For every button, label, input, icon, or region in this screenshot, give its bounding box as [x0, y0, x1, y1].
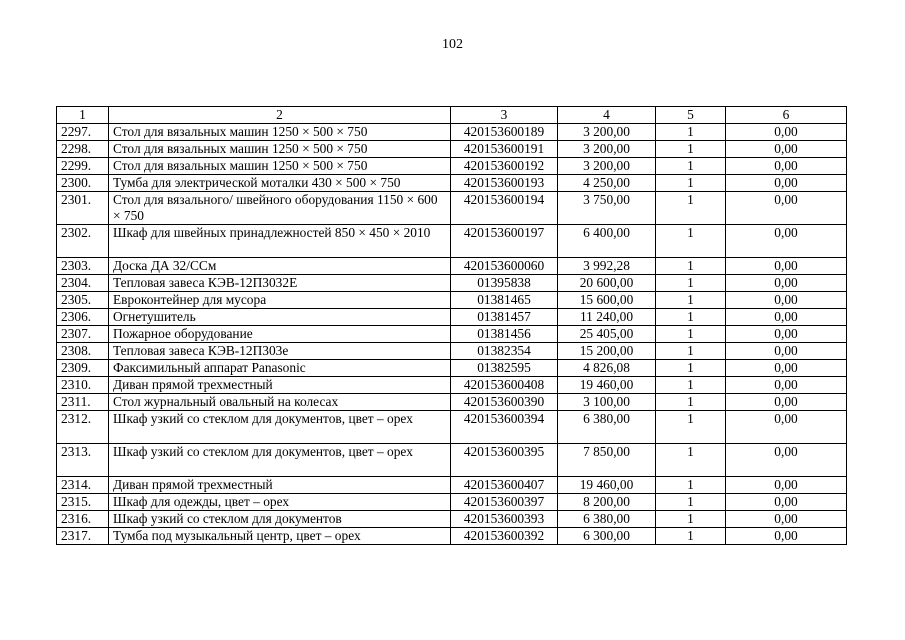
residual-value-cell: 0,00 — [726, 275, 847, 292]
item-name-cell: Стол для вязальных машин 1250 × 500 × 750 — [109, 141, 451, 158]
residual-value-cell: 0,00 — [726, 258, 847, 275]
row-number-cell: 2300. — [57, 175, 109, 192]
item-name-cell: Шкаф для одежды, цвет – орех — [109, 494, 451, 511]
item-name-cell: Огнетушитель — [109, 309, 451, 326]
residual-value-cell: 0,00 — [726, 124, 847, 141]
amount-cell: 3 100,00 — [558, 394, 656, 411]
amount-cell: 15 200,00 — [558, 343, 656, 360]
inventory-code-cell: 420153600393 — [451, 511, 558, 528]
inventory-code-cell: 420153600392 — [451, 528, 558, 545]
row-number-cell: 2301. — [57, 192, 109, 225]
row-number-cell: 2310. — [57, 377, 109, 394]
quantity-cell: 1 — [656, 158, 726, 175]
residual-value-cell: 0,00 — [726, 309, 847, 326]
column-header: 2 — [109, 107, 451, 124]
amount-cell: 4 826,08 — [558, 360, 656, 377]
item-name-cell: Шкаф узкий со стеклом для документов, цвет – орех — [109, 411, 451, 444]
quantity-cell: 1 — [656, 141, 726, 158]
inventory-code-cell: 420153600394 — [451, 411, 558, 444]
table-row — [57, 528, 847, 545]
item-name-cell: Тумба для электрической моталки 430 × 500 × 750 — [109, 175, 451, 192]
table-row — [57, 124, 847, 141]
inventory-code-cell: 420153600060 — [451, 258, 558, 275]
quantity-cell: 1 — [656, 494, 726, 511]
column-header: 5 — [656, 107, 726, 124]
table-row — [57, 494, 847, 511]
amount-cell: 3 200,00 — [558, 158, 656, 175]
inventory-code-cell: 420153600191 — [451, 141, 558, 158]
residual-value-cell: 0,00 — [726, 394, 847, 411]
table-row — [57, 225, 847, 258]
column-header: 4 — [558, 107, 656, 124]
quantity-cell: 1 — [656, 394, 726, 411]
item-name-cell: Факсимильный аппарат Panasonic — [109, 360, 451, 377]
table-row — [57, 411, 847, 444]
quantity-cell: 1 — [656, 309, 726, 326]
row-number-cell: 2306. — [57, 309, 109, 326]
row-number-cell: 2315. — [57, 494, 109, 511]
amount-cell: 15 600,00 — [558, 292, 656, 309]
row-number-cell: 2299. — [57, 158, 109, 175]
amount-cell: 6 380,00 — [558, 511, 656, 528]
inventory-code-cell: 420153600197 — [451, 225, 558, 258]
inventory-code-cell: 420153600395 — [451, 444, 558, 477]
row-number-cell: 2312. — [57, 411, 109, 444]
residual-value-cell: 0,00 — [726, 360, 847, 377]
residual-value-cell: 0,00 — [726, 225, 847, 258]
table-row — [57, 275, 847, 292]
item-name-cell: Стол для вязальных машин 1250 × 500 × 750 — [109, 124, 451, 141]
amount-cell: 3 750,00 — [558, 192, 656, 225]
quantity-cell: 1 — [656, 326, 726, 343]
amount-cell: 4 250,00 — [558, 175, 656, 192]
table-header-row — [57, 107, 847, 124]
table-row — [57, 477, 847, 494]
column-header: 3 — [451, 107, 558, 124]
table-row — [57, 309, 847, 326]
amount-cell: 3 992,28 — [558, 258, 656, 275]
inventory-code-cell: 01381456 — [451, 326, 558, 343]
residual-value-cell: 0,00 — [726, 477, 847, 494]
row-number-cell: 2305. — [57, 292, 109, 309]
item-name-cell: Шкаф узкий со стеклом для документов — [109, 511, 451, 528]
item-name-cell: Стол для вязальных машин 1250 × 500 × 750 — [109, 158, 451, 175]
amount-cell: 3 200,00 — [558, 141, 656, 158]
table-row — [57, 377, 847, 394]
quantity-cell: 1 — [656, 444, 726, 477]
item-name-cell: Тумба под музыкальный центр, цвет – орех — [109, 528, 451, 545]
quantity-cell: 1 — [656, 511, 726, 528]
residual-value-cell: 0,00 — [726, 411, 847, 444]
page-number: 102 — [442, 37, 463, 52]
quantity-cell: 1 — [656, 124, 726, 141]
item-name-cell: Пожарное оборудование — [109, 326, 451, 343]
table-row — [57, 158, 847, 175]
item-name-cell: Шкаф узкий со стеклом для документов, цвет – орех — [109, 444, 451, 477]
quantity-cell: 1 — [656, 477, 726, 494]
inventory-code-cell: 420153600192 — [451, 158, 558, 175]
table-row — [57, 394, 847, 411]
table-row — [57, 258, 847, 275]
inventory-code-cell: 420153600194 — [451, 192, 558, 225]
quantity-cell: 1 — [656, 292, 726, 309]
row-number-cell: 2317. — [57, 528, 109, 545]
amount-cell: 25 405,00 — [558, 326, 656, 343]
quantity-cell: 1 — [656, 528, 726, 545]
item-name-cell: Доска ДА 32/ССм — [109, 258, 451, 275]
inventory-code-cell: 420153600189 — [451, 124, 558, 141]
inventory-code-cell: 420153600390 — [451, 394, 558, 411]
inventory-code-cell: 420153600408 — [451, 377, 558, 394]
amount-cell: 19 460,00 — [558, 377, 656, 394]
residual-value-cell: 0,00 — [726, 444, 847, 477]
quantity-cell: 1 — [656, 377, 726, 394]
amount-cell: 3 200,00 — [558, 124, 656, 141]
item-name-cell: Тепловая завеса КЭВ-12П303е — [109, 343, 451, 360]
residual-value-cell: 0,00 — [726, 192, 847, 225]
quantity-cell: 1 — [656, 225, 726, 258]
table-row — [57, 343, 847, 360]
residual-value-cell: 0,00 — [726, 141, 847, 158]
row-number-cell: 2304. — [57, 275, 109, 292]
residual-value-cell: 0,00 — [726, 158, 847, 175]
table-row — [57, 360, 847, 377]
item-name-cell: Евроконтейнер для мусора — [109, 292, 451, 309]
row-number-cell: 2316. — [57, 511, 109, 528]
inventory-code-cell: 01381465 — [451, 292, 558, 309]
inventory-code-cell: 420153600193 — [451, 175, 558, 192]
residual-value-cell: 0,00 — [726, 292, 847, 309]
row-number-cell: 2298. — [57, 141, 109, 158]
row-number-cell: 2307. — [57, 326, 109, 343]
row-number-cell: 2311. — [57, 394, 109, 411]
quantity-cell: 1 — [656, 411, 726, 444]
quantity-cell: 1 — [656, 175, 726, 192]
inventory-code-cell: 01381457 — [451, 309, 558, 326]
residual-value-cell: 0,00 — [726, 528, 847, 545]
inventory-code-cell: 420153600407 — [451, 477, 558, 494]
amount-cell: 20 600,00 — [558, 275, 656, 292]
residual-value-cell: 0,00 — [726, 511, 847, 528]
row-number-cell: 2302. — [57, 225, 109, 258]
inventory-code-cell: 01395838 — [451, 275, 558, 292]
inventory-code-cell: 01382354 — [451, 343, 558, 360]
item-name-cell: Диван прямой трехместный — [109, 477, 451, 494]
amount-cell: 8 200,00 — [558, 494, 656, 511]
item-name-cell: Шкаф для швейных принадлежностей 850 × 450 × 2010 — [109, 225, 451, 258]
residual-value-cell: 0,00 — [726, 343, 847, 360]
quantity-cell: 1 — [656, 275, 726, 292]
table-row — [57, 192, 847, 225]
item-name-cell: Стол для вязального/ швейного оборудования 1150 × 600 × 750 — [109, 192, 451, 225]
table-row — [57, 511, 847, 528]
table-row — [57, 141, 847, 158]
table-row — [57, 292, 847, 309]
amount-cell: 7 850,00 — [558, 444, 656, 477]
row-number-cell: 2313. — [57, 444, 109, 477]
quantity-cell: 1 — [656, 343, 726, 360]
amount-cell: 6 400,00 — [558, 225, 656, 258]
row-number-cell: 2303. — [57, 258, 109, 275]
residual-value-cell: 0,00 — [726, 326, 847, 343]
inventory-code-cell: 01382595 — [451, 360, 558, 377]
amount-cell: 19 460,00 — [558, 477, 656, 494]
quantity-cell: 1 — [656, 192, 726, 225]
inventory-code-cell: 420153600397 — [451, 494, 558, 511]
row-number-cell: 2308. — [57, 343, 109, 360]
quantity-cell: 1 — [656, 258, 726, 275]
amount-cell: 6 380,00 — [558, 411, 656, 444]
column-header: 1 — [57, 107, 109, 124]
inventory-table — [56, 106, 847, 545]
residual-value-cell: 0,00 — [726, 494, 847, 511]
residual-value-cell: 0,00 — [726, 175, 847, 192]
row-number-cell: 2314. — [57, 477, 109, 494]
quantity-cell: 1 — [656, 360, 726, 377]
item-name-cell: Стол журнальный овальный на колесах — [109, 394, 451, 411]
amount-cell: 11 240,00 — [558, 309, 656, 326]
residual-value-cell: 0,00 — [726, 377, 847, 394]
column-header: 6 — [726, 107, 847, 124]
item-name-cell: Диван прямой трехместный — [109, 377, 451, 394]
amount-cell: 6 300,00 — [558, 528, 656, 545]
table-row — [57, 326, 847, 343]
row-number-cell: 2309. — [57, 360, 109, 377]
table-row — [57, 444, 847, 477]
row-number-cell: 2297. — [57, 124, 109, 141]
item-name-cell: Тепловая завеса КЭВ-12П3032Е — [109, 275, 451, 292]
table-row — [57, 175, 847, 192]
